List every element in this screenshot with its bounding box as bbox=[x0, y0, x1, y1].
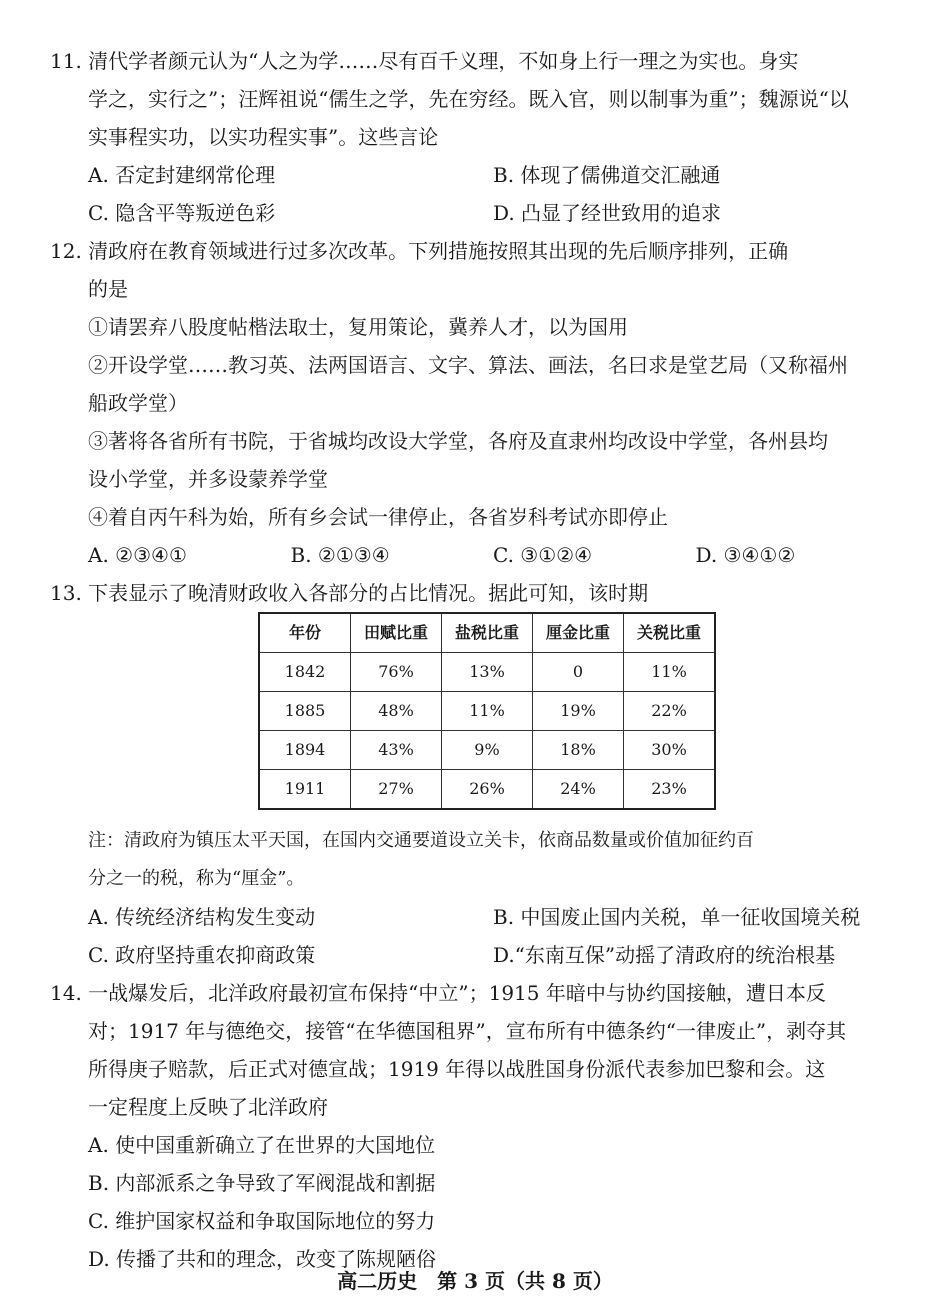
table-row bbox=[259, 653, 715, 692]
q12-item-3-cont: 设小学堂，并多设蒙养学堂 bbox=[88, 467, 328, 491]
note-line: 注：清政府为镇压太平天国，在国内交通要道设立关卡，依商品数量或价值加征约百 bbox=[88, 830, 754, 851]
table-cell: 19% bbox=[533, 692, 624, 731]
table-cell: 24% bbox=[533, 770, 624, 810]
q14-option-c[interactable]: C. 维护国家权益和争取国际地位的努力 bbox=[88, 1209, 436, 1233]
table-cell: 48% bbox=[351, 692, 442, 731]
table-header: 厘金比重 bbox=[533, 613, 624, 653]
q14-stem-line: 对；1917 年与德绝交，接管“在华德国租界”，宣布所有中德条约“一律废止”，剥夺其 bbox=[88, 1019, 847, 1043]
table-header: 关税比重 bbox=[624, 613, 716, 653]
q11-option-c[interactable]: C. 隐含平等叛逆色彩 bbox=[88, 201, 276, 225]
table-row bbox=[259, 692, 715, 731]
table-cell: 26% bbox=[442, 770, 533, 810]
q12-option-c[interactable]: C. ③①②④ bbox=[493, 543, 593, 567]
table-cell: 43% bbox=[351, 731, 442, 770]
table-cell: 13% bbox=[442, 653, 533, 692]
q12-option-b[interactable]: B. ②①③④ bbox=[290, 543, 390, 567]
q14-stem-line: 所得庚子赔款，后正式对德宣战；1919 年得以战胜国身份派代表参加巴黎和会。这 bbox=[88, 1057, 826, 1081]
q14-stem-line: 14. 一战爆发后，北洋政府最初宣布保持“中立”；1915 年暗中与协约国接触，遭日本反 bbox=[50, 981, 826, 1005]
table-header-row bbox=[259, 613, 715, 653]
question-11 bbox=[50, 42, 898, 232]
table-row bbox=[259, 731, 715, 770]
table-header: 盐税比重 bbox=[442, 613, 533, 653]
q11-stem-line: 11. 清代学者颜元认为“人之为学……尽有百千义理，不如身上行一理之为实也。身实 bbox=[50, 49, 799, 73]
q12-item-3: ③著将各省所有书院，于省城均改设大学堂，各府及直隶州均改设中学堂，各州县均 bbox=[88, 429, 828, 453]
table-cell: 0 bbox=[533, 653, 624, 692]
q13-options-row bbox=[50, 898, 898, 936]
q12-item-4: ④着自丙午科为始，所有乡会试一律停止，各省岁科考试亦即停止 bbox=[88, 505, 668, 529]
table-cell: 1842 bbox=[259, 653, 351, 692]
table-note bbox=[88, 822, 898, 898]
question-14 bbox=[50, 974, 898, 1278]
table-cell: 76% bbox=[351, 653, 442, 692]
q11-stem-line: 实事程实功，以实功程实事”。这些言论 bbox=[88, 125, 439, 149]
table-row bbox=[259, 770, 715, 810]
q13-stem-line: 13. 下表显示了晚清财政收入各部分的占比情况。据此可知，该时期 bbox=[50, 581, 649, 605]
q11-option-d[interactable]: D. 凸显了经世致用的追求 bbox=[493, 201, 722, 225]
table-cell: 1911 bbox=[259, 770, 351, 810]
q11-stem-line: 学之，实行之”；汪辉祖说“儒生之学，先在穷经。既入官，则以制事为重”；魏源说“以 bbox=[88, 87, 849, 111]
table-cell: 1894 bbox=[259, 731, 351, 770]
table-cell: 23% bbox=[624, 770, 716, 810]
table-cell: 9% bbox=[442, 731, 533, 770]
table-cell: 18% bbox=[533, 731, 624, 770]
q12-item-1: ①请罢弃八股度帖楷法取士，复用策论，冀养人才，以为国用 bbox=[88, 315, 628, 339]
q12-options-row bbox=[50, 536, 898, 574]
q12-option-a[interactable]: A. ②③④① bbox=[88, 543, 187, 567]
table-cell: 11% bbox=[624, 653, 716, 692]
q11-option-a[interactable]: A. 否定封建纲常伦理 bbox=[88, 163, 276, 187]
table-header: 田赋比重 bbox=[351, 613, 442, 653]
table-cell: 30% bbox=[624, 731, 716, 770]
table-header: 年份 bbox=[259, 613, 351, 653]
q13-option-d[interactable]: D.“东南互保”动摇了清政府的统治根基 bbox=[493, 943, 836, 967]
q13-options-row bbox=[50, 936, 898, 974]
q14-option-b[interactable]: B. 内部派系之争导致了军阀混战和割据 bbox=[88, 1171, 436, 1195]
q12-item-2: ②开设学堂……教习英、法两国语言、文字、算法、画法，名曰求是堂艺局（又称福州 bbox=[88, 353, 848, 377]
q13-option-c[interactable]: C. 政府坚持重农抑商政策 bbox=[88, 943, 316, 967]
note-line: 分之一的税，称为“厘金”。 bbox=[88, 868, 305, 889]
question-13 bbox=[50, 574, 898, 612]
question-12 bbox=[50, 232, 898, 574]
q13-option-a[interactable]: A. 传统经济结构发生变动 bbox=[88, 905, 316, 929]
q12-option-d[interactable]: D. ③④①② bbox=[695, 543, 796, 567]
q12-stem-line: 12. 清政府在教育领域进行过多次改革。下列措施按照其出现的先后顺序排列，正确 bbox=[50, 239, 789, 263]
table-cell: 27% bbox=[351, 770, 442, 810]
q11-option-b[interactable]: B. 体现了儒佛道交汇融通 bbox=[493, 163, 721, 187]
q12-item-2-cont: 船政学堂） bbox=[88, 391, 188, 415]
revenue-table bbox=[258, 612, 716, 810]
q11-options-row bbox=[50, 156, 898, 194]
table-cell: 11% bbox=[442, 692, 533, 731]
table-cell: 22% bbox=[624, 692, 716, 731]
q13-option-b[interactable]: B. 中国废止国内关税，单一征收国境关税 bbox=[493, 905, 861, 929]
page-footer: 高二历史 第 3 页（共 8 页） bbox=[337, 1269, 613, 1293]
table-cell: 1885 bbox=[259, 692, 351, 731]
q14-option-a[interactable]: A. 使中国重新确立了在世界的大国地位 bbox=[88, 1133, 436, 1157]
q11-options-row bbox=[50, 194, 898, 232]
q13-options bbox=[50, 898, 898, 974]
q14-option-d[interactable]: D. 传播了共和的理念，改变了陈规陋俗 bbox=[88, 1247, 437, 1271]
q14-stem-line: 一定程度上反映了北洋政府 bbox=[88, 1095, 328, 1119]
q12-stem-line: 的是 bbox=[88, 277, 128, 301]
